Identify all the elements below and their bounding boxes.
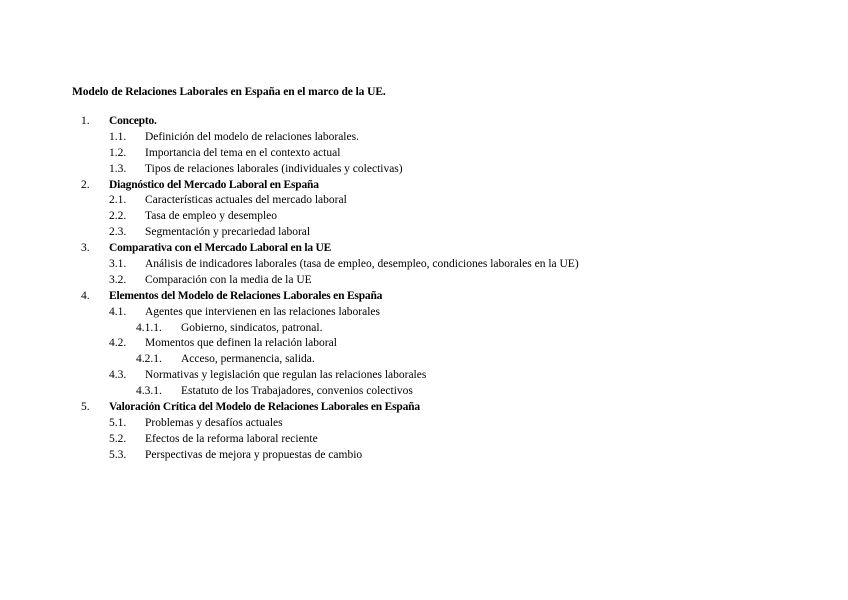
outline-item-1-2 <box>0 146 848 162</box>
outline-item-4-3-1 <box>0 384 848 400</box>
outline-text: Segmentación y precariedad laboral <box>145 226 311 239</box>
outline-text: Normativas y legislación que regulan las relaciones laborales <box>145 369 427 382</box>
outline-text: Problemas y desafíos actuales <box>145 416 283 429</box>
outline-heading: Diagnóstico del Mercado Laboral en España <box>109 178 319 191</box>
page-title: Modelo de Relaciones Laborales en España en el marco de la UE. <box>72 86 386 98</box>
outline-item-2-3 <box>0 225 848 241</box>
outline-number: 4.2. <box>109 337 127 350</box>
outline-text: Perspectivas de mejora y propuestas de cambio <box>145 448 363 461</box>
outline-heading: Concepto. <box>109 115 157 127</box>
outline-number: 4.3.1. <box>136 385 162 398</box>
outline-text: Características actuales del mercado laboral <box>145 194 347 207</box>
outline-number: 1.3. <box>109 162 127 175</box>
outline-number: 5.1. <box>109 416 127 429</box>
outline-number: 2.1. <box>109 194 127 207</box>
outline-number: 4.3. <box>109 369 127 382</box>
outline-item-4-1 <box>0 305 848 321</box>
outline-item-2 <box>0 178 848 194</box>
outline-heading: Elementos del Modelo de Relaciones Laborales en España <box>109 289 383 302</box>
outline-number: 2.2. <box>109 210 127 223</box>
outline-number: 4.1.1. <box>136 321 162 334</box>
outline-number: 1. <box>81 115 90 127</box>
outline-text: Tasa de empleo y desempleo <box>145 210 278 223</box>
outline-item-3-2 <box>0 273 848 289</box>
outline-item-4-2 <box>0 336 848 352</box>
outline-item-1 <box>0 114 848 130</box>
outline-item-5-3 <box>0 448 848 464</box>
outline-item-1-3 <box>0 162 848 178</box>
outline-text: Agentes que intervienen en las relaciones laborales <box>145 305 381 318</box>
outline-item-4-1-1 <box>0 321 848 337</box>
outline-item-2-1 <box>0 193 848 209</box>
outline-number: 3. <box>81 242 90 255</box>
outline-text: Comparación con la media de la UE <box>145 273 312 286</box>
outline-item-5 <box>0 400 848 416</box>
outline-text: Tipos de relaciones laborales (individuales y colectivas) <box>145 162 403 175</box>
outline-number: 4. <box>81 289 90 302</box>
outline-text: Gobierno, sindicatos, patronal. <box>181 321 323 334</box>
outline-item-2-2 <box>0 209 848 225</box>
outline-text: Efectos de la reforma laboral reciente <box>145 432 318 445</box>
outline-number: 2.3. <box>109 226 127 239</box>
outline-item-5-2 <box>0 432 848 448</box>
outline-text: Estatuto de los Trabajadores, convenios colectivos <box>181 385 413 398</box>
outline-text: Momentos que definen la relación laboral <box>145 337 337 350</box>
outline-item-4-2-1 <box>0 352 848 368</box>
outline-text: Acceso, permanencia, salida. <box>181 353 315 366</box>
outline-item-5-1 <box>0 416 848 432</box>
outline-text: Importancia del tema en el contexto actual <box>145 146 341 159</box>
outline-text: Definición del modelo de relaciones laborales. <box>145 130 359 143</box>
outline-list <box>0 114 848 464</box>
outline-number: 5.3. <box>109 448 127 461</box>
outline-number: 2. <box>81 178 90 191</box>
outline-number: 5. <box>81 401 90 414</box>
outline-heading: Valoración Crítica del Modelo de Relaciones Laborales en España <box>109 401 420 414</box>
outline-item-3-1 <box>0 257 848 273</box>
outline-number: 1.1. <box>109 130 127 143</box>
outline-number: 5.2. <box>109 432 127 445</box>
outline-text: Análisis de indicadores laborales (tasa de empleo, desempleo, condiciones laborales en la UE) <box>145 258 579 271</box>
outline-item-3 <box>0 241 848 257</box>
outline-number: 4.1. <box>109 305 127 318</box>
outline-item-4 <box>0 289 848 305</box>
outline-number: 3.1. <box>109 258 127 271</box>
outline-number: 4.2.1. <box>136 353 162 366</box>
outline-heading: Comparativa con el Mercado Laboral en la UE <box>109 242 332 255</box>
outline-item-4-3 <box>0 368 848 384</box>
outline-number: 3.2. <box>109 273 127 286</box>
outline-number: 1.2. <box>109 146 127 159</box>
outline-item-1-1 <box>0 130 848 146</box>
